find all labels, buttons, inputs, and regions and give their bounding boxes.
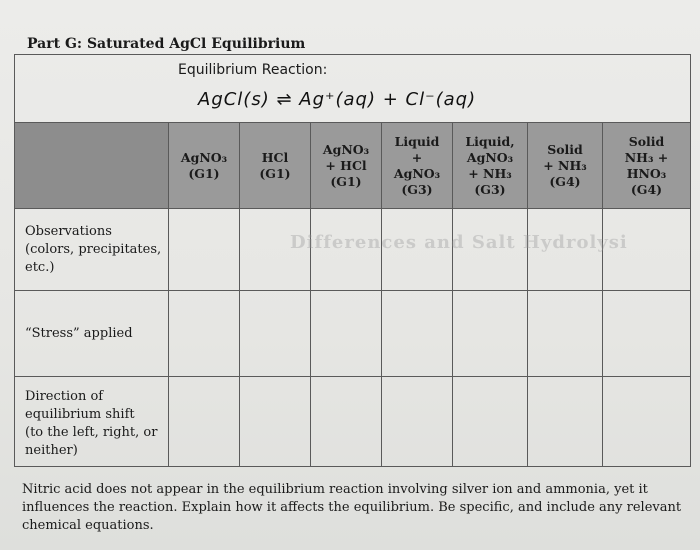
row-label-direction: Direction of equilibrium shift (to the left, right, or neither) — [15, 377, 169, 467]
col-header-liquid-agno3: Liquid + AgNO₃ (G3) — [382, 123, 453, 209]
reaction-label: Equilibrium Reaction: — [178, 62, 328, 78]
answer-cell[interactable] — [240, 377, 311, 467]
answer-cell[interactable] — [603, 377, 691, 467]
table-row-direction — [15, 377, 691, 467]
answer-cell[interactable] — [382, 291, 453, 377]
row-label-stress: “Stress” applied — [15, 291, 169, 377]
answer-cell[interactable] — [453, 291, 528, 377]
bleed-through-text: Differences and Salt Hydrolysi — [290, 232, 628, 253]
row-label-observations: Observations (colors, precipitates, etc.) — [15, 209, 169, 291]
col-header-hcl: HCl (G1) — [240, 123, 311, 209]
col-header-agno3: AgNO₃ (G1) — [169, 123, 240, 209]
column-header-row — [15, 123, 691, 209]
table-row-stress — [15, 291, 691, 377]
col-header-agno3-hcl: AgNO₃ + HCl (G1) — [311, 123, 382, 209]
answer-cell[interactable] — [603, 291, 691, 377]
header-blank-cell — [15, 123, 169, 209]
answer-cell[interactable] — [382, 377, 453, 467]
answer-cell[interactable] — [311, 291, 382, 377]
answer-cell[interactable] — [169, 209, 240, 291]
question-text: Nitric acid does not appear in the equilibrium reaction involving silver ion and ammonia, yet it influences the reaction. Explain how it affects the equilibrium. Be specific, and include any relevant chemical equations. — [22, 482, 682, 533]
answer-cell[interactable] — [453, 377, 528, 467]
part-title: Part G: Saturated AgCl Equilibrium — [27, 36, 306, 52]
answer-cell[interactable] — [240, 291, 311, 377]
col-header-solid-nh3: Solid + NH₃ (G4) — [528, 123, 603, 209]
answer-cell[interactable] — [528, 291, 603, 377]
col-header-solid-nh3-hno3: Solid NH₃ + HNO₃ (G4) — [603, 123, 691, 209]
answer-cell[interactable] — [311, 377, 382, 467]
equilibrium-table — [14, 54, 691, 467]
reaction-cell — [15, 55, 691, 123]
answer-cell[interactable] — [169, 291, 240, 377]
col-header-liquid-agno3-nh3: Liquid, AgNO₃ + NH₃ (G3) — [453, 123, 528, 209]
answer-cell[interactable] — [528, 377, 603, 467]
reaction-equation: AgCl(s) ⇌ Ag⁺(aq) + Cl⁻(aq) — [198, 89, 477, 110]
answer-cell[interactable] — [169, 377, 240, 467]
